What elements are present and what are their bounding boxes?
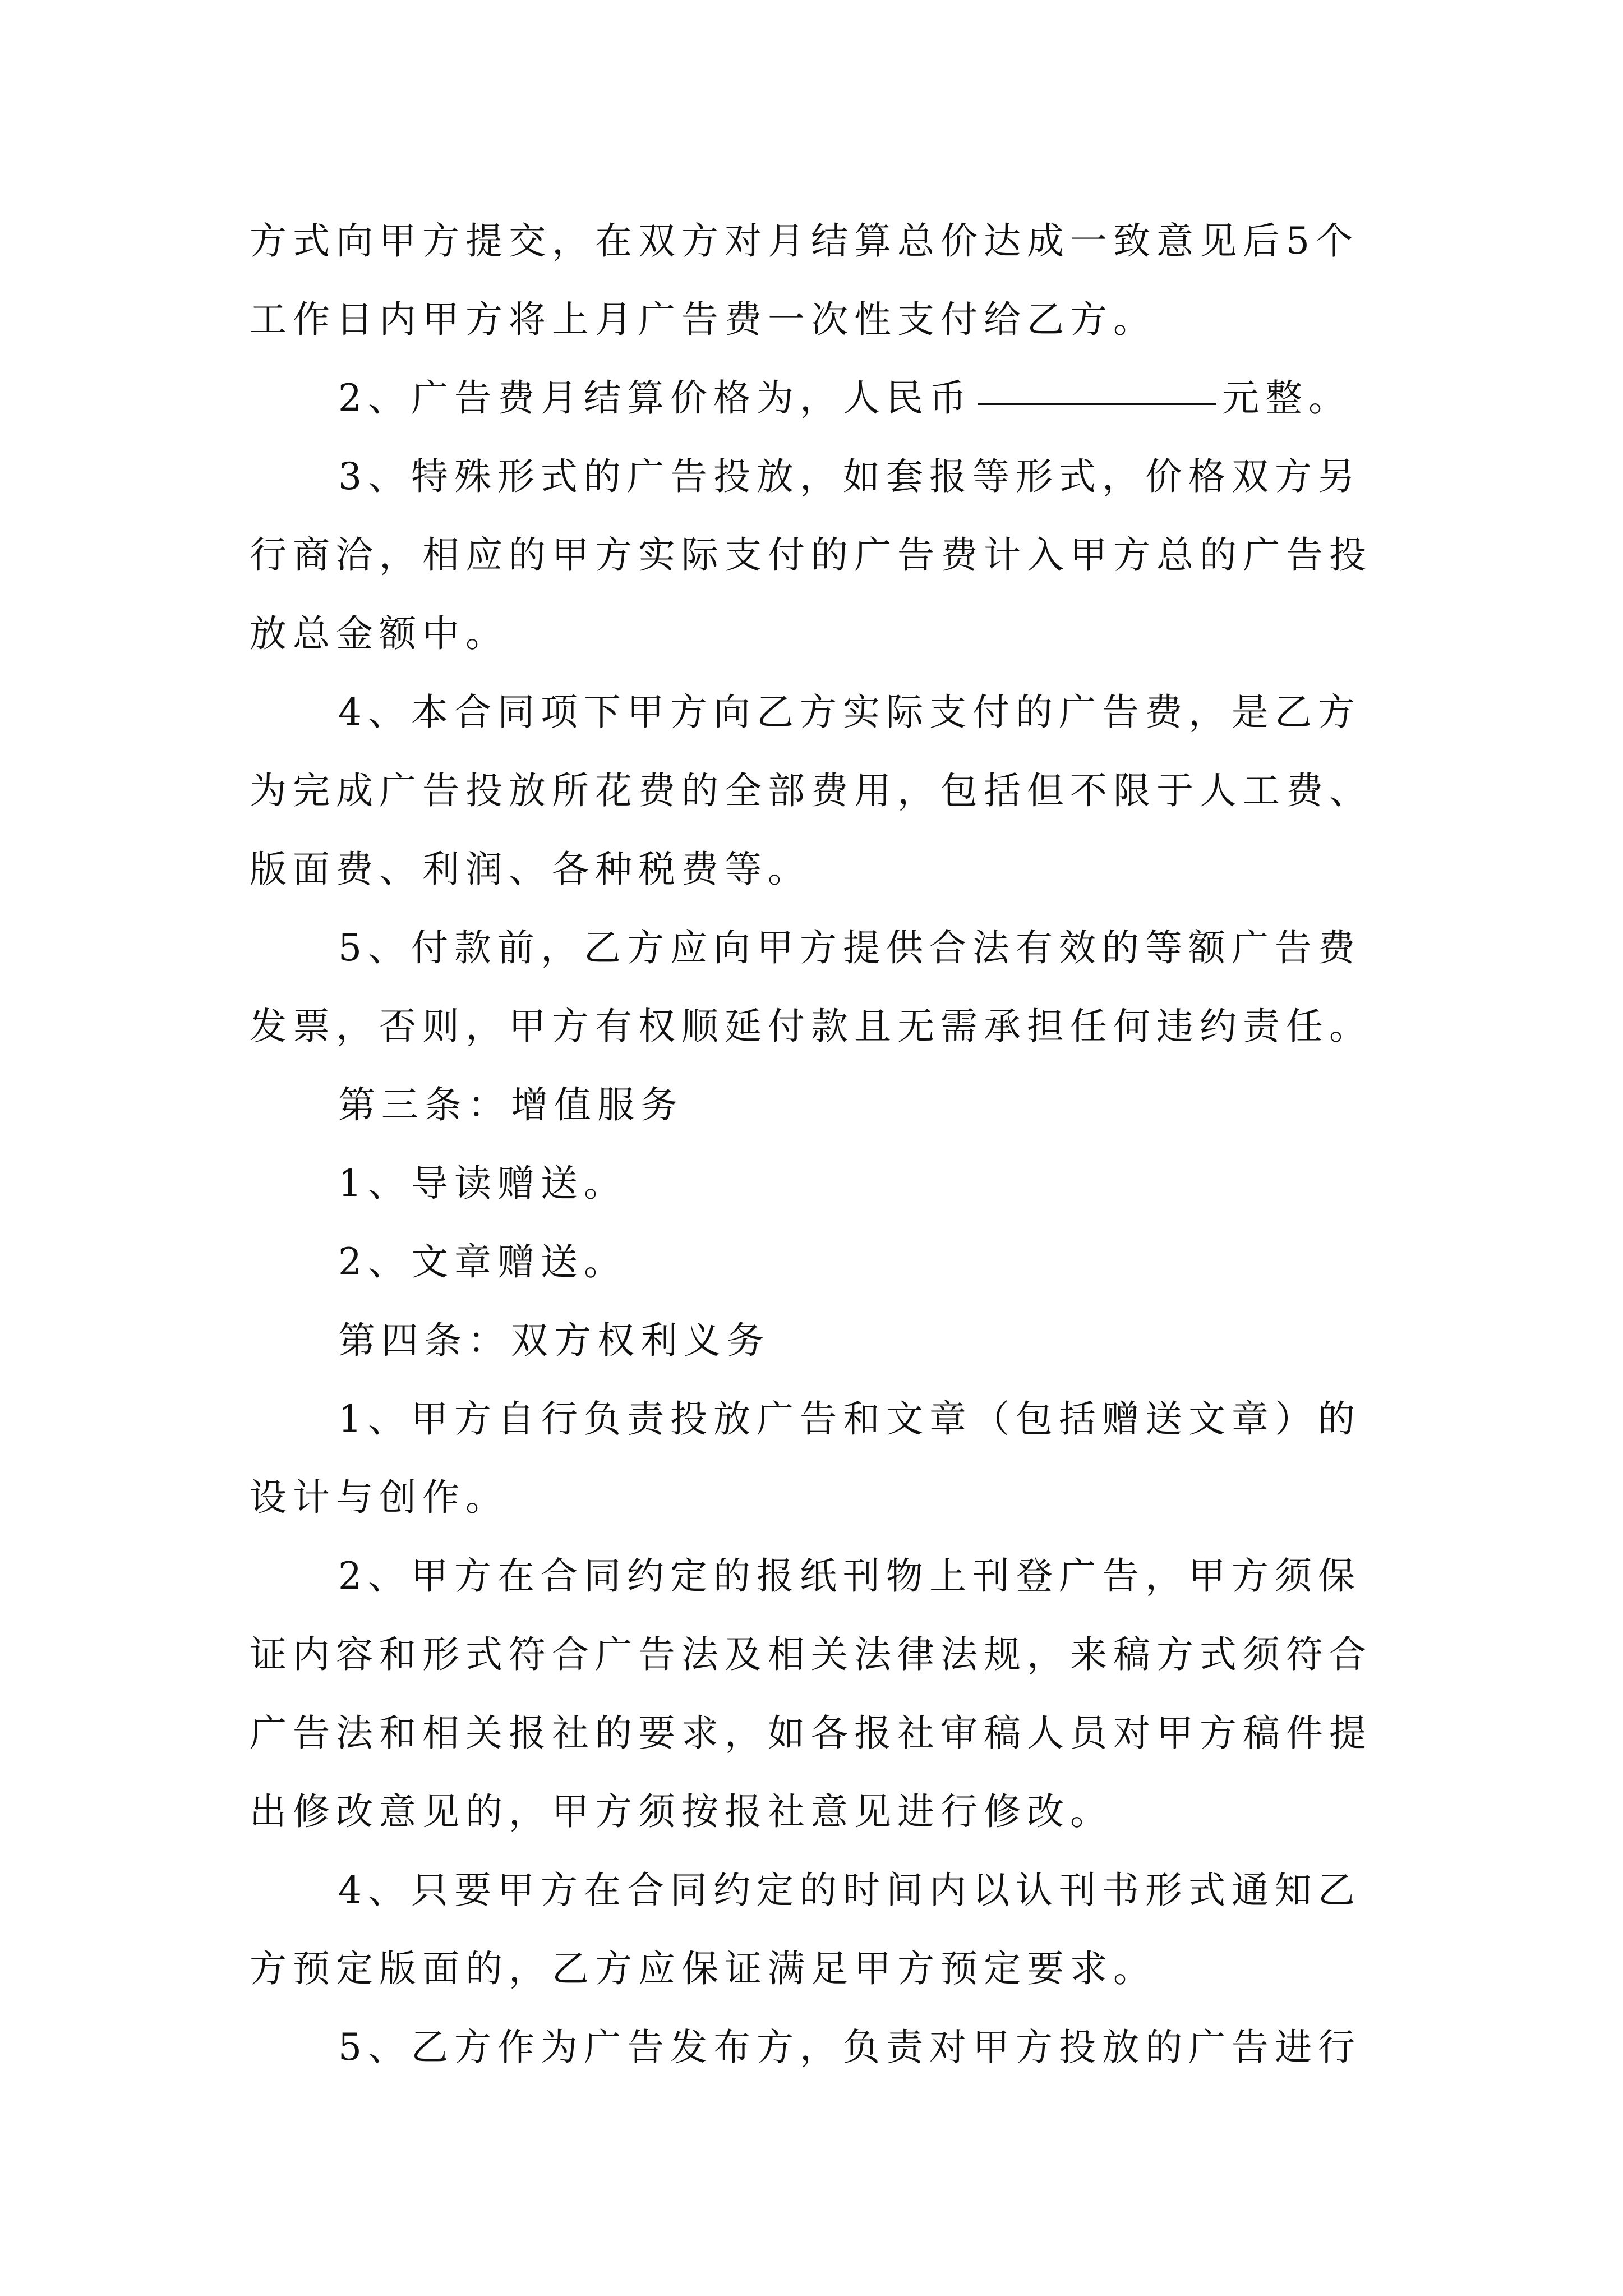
text-line: 出修改意见的，甲方须按报社意见进行修改。 (250, 1790, 1113, 1833)
text-line: 5、付款前，乙方应向甲方提供合法有效的等额广告费 (338, 926, 1361, 969)
text-line: 发票，否则，甲方有权顺延付款且无需承担任何违约责任。 (250, 1005, 1372, 1048)
price-suffix: 元整。 (1222, 376, 1352, 420)
text-line: 方预定版面的，乙方应保证满足甲方预定要求。 (250, 1947, 1156, 1990)
text-line: 4、本合同项下甲方向乙方实际支付的广告费，是乙方 (338, 691, 1361, 734)
text-line: 4、只要甲方在合同约定的时间内以认刊书形式通知乙 (338, 1869, 1361, 1912)
price-prefix: 2、广告费月结算价格为，人民币 (338, 376, 972, 420)
text-line: 1、导读赠送。 (338, 1162, 627, 1205)
text-line: 设计与创作。 (250, 1476, 509, 1519)
text-line: 2、文章赠送。 (338, 1240, 627, 1283)
section-heading: 第三条：增值服务 (338, 1083, 684, 1126)
text-line: 方式向甲方提交，在双方对月结算总价达成一致意见后5个 (250, 219, 1359, 263)
text-line: 工作日内甲方将上月广告费一次性支付给乙方。 (250, 298, 1156, 341)
text-line: 为完成广告投放所花费的全部费用，包括但不限于人工费、 (250, 769, 1372, 812)
price-line (250, 359, 1394, 438)
contract-text (250, 202, 1394, 2087)
text-line: 1、甲方自行负责投放广告和文章（包括赠送文章）的 (338, 1397, 1361, 1441)
text-line: 行商洽，相应的甲方实际支付的广告费计入甲方总的广告投 (250, 533, 1372, 577)
text-line: 3、特殊形式的广告投放，如套报等形式，价格双方另 (338, 455, 1361, 498)
text-line: 版面费、利润、各种税费等。 (250, 848, 811, 891)
section-heading: 第四条：双方权利义务 (338, 1319, 770, 1362)
price-blank (978, 402, 1216, 405)
text-line: 广告法和相关报社的要求，如各报社审稿人员对甲方稿件提 (250, 1711, 1372, 1755)
text-line: 证内容和形式符合广告法及相关法律法规，来稿方式须符合 (250, 1633, 1372, 1676)
text-line: 2、甲方在合同约定的报纸刊物上刊登广告，甲方须保 (338, 1554, 1361, 1598)
text-line: 5、乙方作为广告发布方，负责对甲方投放的广告进行 (338, 2026, 1361, 2069)
text-line: 放总金额中。 (250, 612, 509, 655)
